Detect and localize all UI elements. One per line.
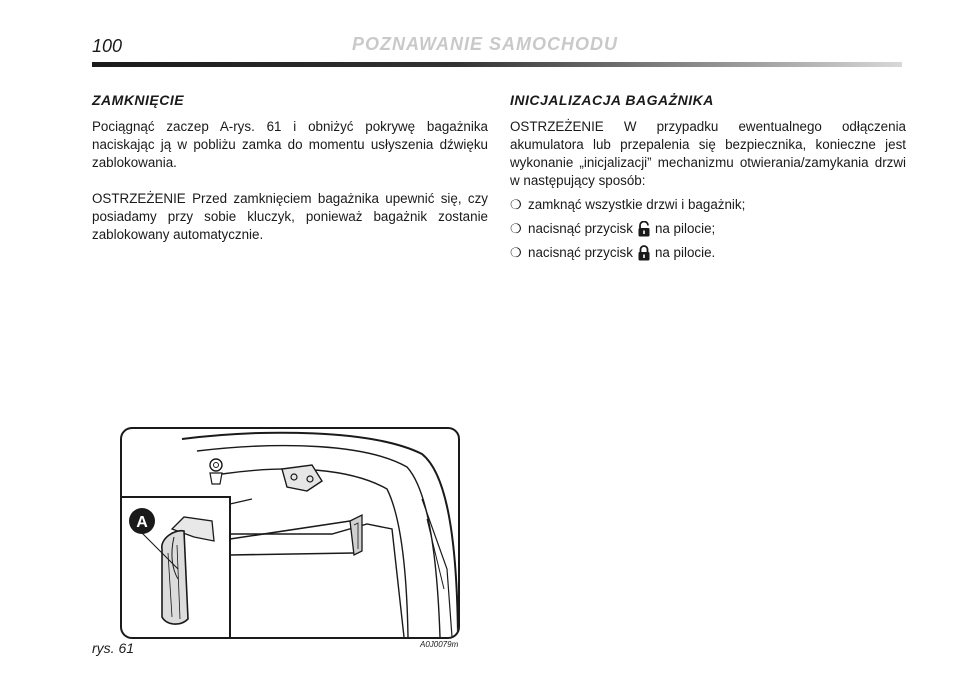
left-column: [92, 92, 488, 244]
closing-heading: ZAMKNIĘCIE: [92, 92, 185, 108]
page-number: 100: [92, 36, 123, 56]
step-text-before: nacisnąć przycisk: [528, 245, 633, 260]
bullet-icon: ❍: [510, 245, 522, 260]
initialization-warning: OSTRZEŻENIE W przypadku ewentualnego odłączenia akumulatora lub przepalenia się bezpiecznika, konieczne jest wykonanie „inicjalizacji” mechanizmu otwierania/zamykania drzwi w następujący sposób:: [510, 119, 906, 188]
lock-open-icon: [637, 221, 651, 237]
step-text-before: nacisnąć przycisk: [528, 221, 633, 236]
initialization-heading: INICJALIZACJA BAGAŻNIKA: [510, 92, 714, 108]
step-text-after: na pilocie.: [654, 245, 716, 260]
trunk-figure: [120, 427, 460, 639]
step-item: [510, 196, 906, 214]
trunk-illustration: [122, 429, 458, 637]
closing-paragraph: Pociągnąć zaczep A-rys. 61 i obniżyć pokrywę bagażnika naciskając ją w pobliżu zamka do momentu usłyszenia dźwięku zablokowania.: [92, 119, 488, 170]
closing-warning: OSTRZEŻENIE Przed zamknięciem bagażnika upewnić się, czy posiadamy przy sobie kluczyk, ponieważ bagażnik zostanie zablokowany automatycznie.: [92, 191, 488, 242]
header-rule: [92, 62, 902, 67]
step-text-after: na pilocie;: [654, 221, 716, 236]
step-item: [510, 220, 906, 238]
steps-list: [510, 196, 906, 262]
right-column: [510, 92, 906, 268]
lock-closed-icon: [637, 245, 651, 261]
step-text: zamknąć wszystkie drzwi i bagażnik;: [528, 197, 746, 212]
figure-caption: rys. 61: [92, 640, 135, 656]
step-item: [510, 244, 906, 262]
section-title: POZNAWANIE SAMOCHODU: [352, 34, 619, 54]
bullet-icon: ❍: [510, 197, 522, 212]
bullet-icon: ❍: [510, 221, 522, 236]
figure-code: A0J0079m: [420, 640, 459, 649]
callout-label: A: [136, 514, 148, 531]
